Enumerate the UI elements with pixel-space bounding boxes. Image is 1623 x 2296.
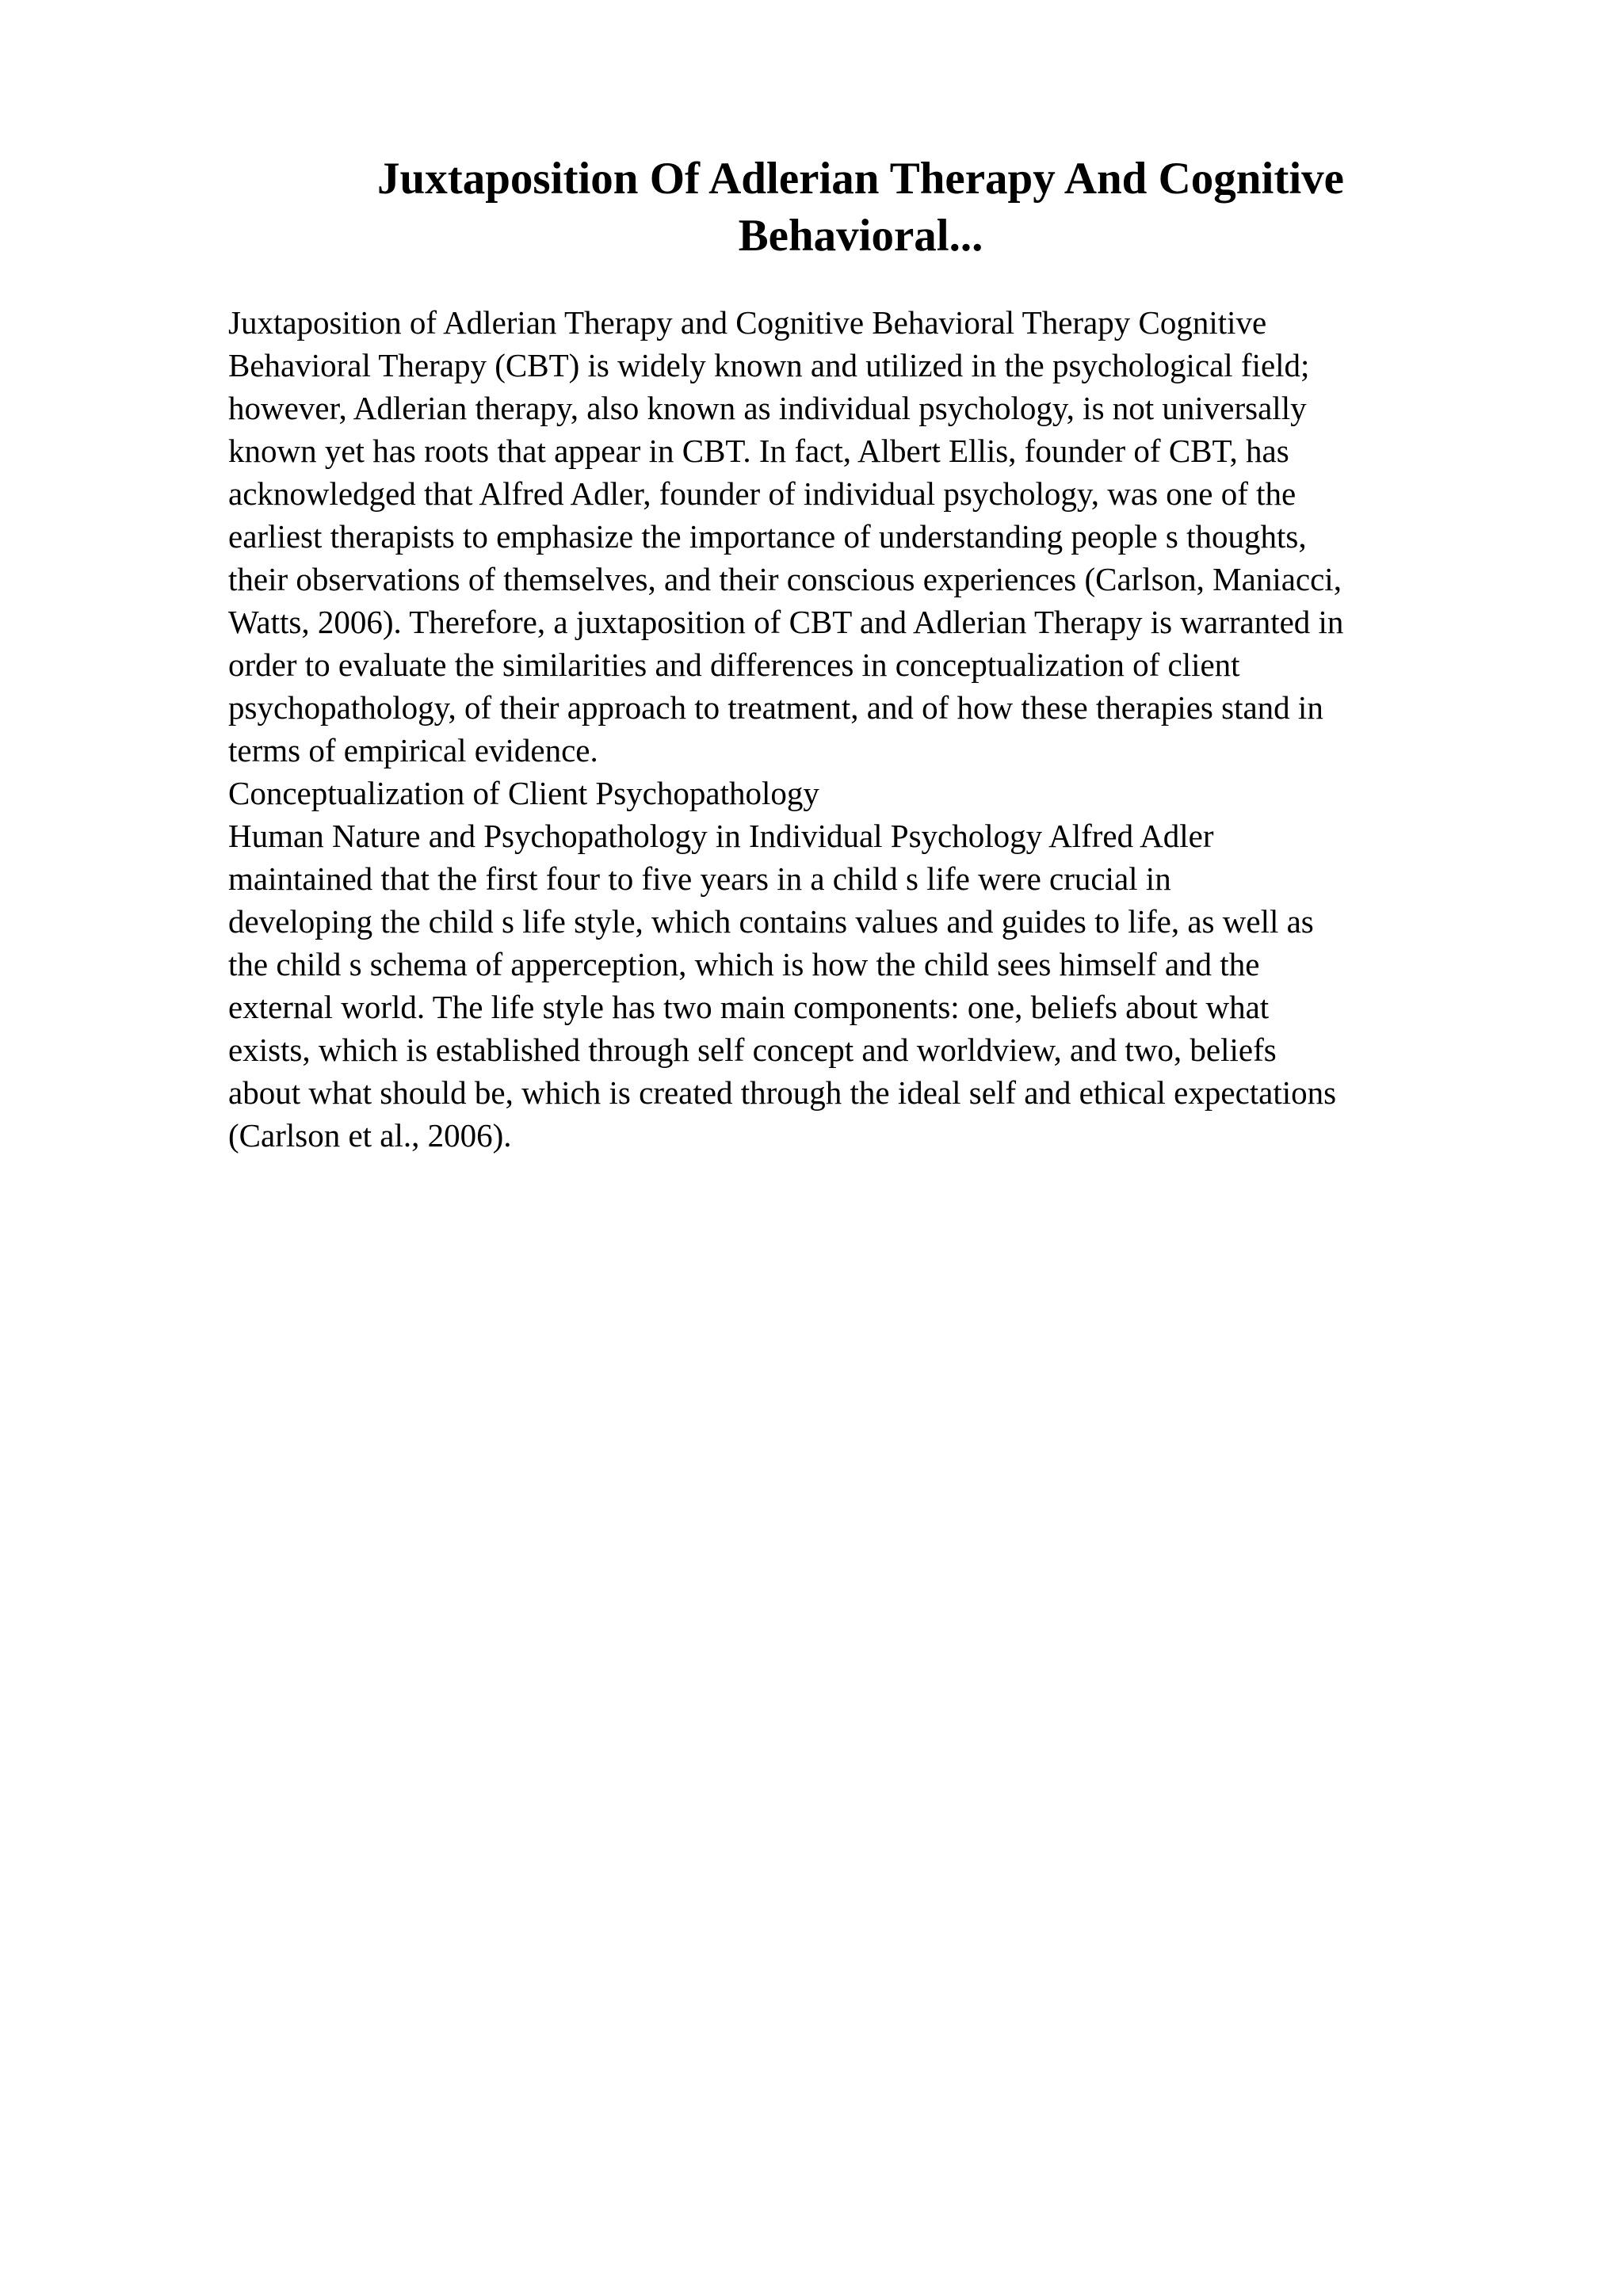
title-line: Juxtaposition Of Adlerian Therapy And Cognitive	[377, 154, 1344, 204]
body-line: Juxtaposition of Adlerian Therapy and Cognitive Behavioral Therapy Cognitive	[228, 304, 1267, 341]
body-line: psychopathology, of their approach to treatment, and of how these therapies stand in	[228, 689, 1323, 726]
body-line: however, Adlerian therapy, also known as individual psychology, is not universally	[228, 390, 1307, 426]
document-body	[228, 301, 1512, 1157]
body-line: maintained that the first four to five years in a child s life were crucial in	[228, 860, 1171, 897]
body-line: external world. The life style has two main components: one, beliefs about what	[228, 989, 1270, 1025]
body-line: the child s schema of apperception, which is how the child sees himself and the	[228, 946, 1260, 982]
body-line: their observations of themselves, and their conscious experiences (Carlson, Maniacci,	[228, 561, 1342, 597]
section-heading: Conceptualization of Client Psychopathology	[228, 775, 819, 811]
body-line: Watts, 2006). Therefore, a juxtaposition of CBT and Adlerian Therapy is warranted in	[228, 604, 1344, 640]
body-line: acknowledged that Alfred Adler, founder of individual psychology, was one of the	[228, 475, 1296, 512]
body-line: (Carlson et al., 2006).	[228, 1117, 512, 1154]
body-line: earliest therapists to emphasize the importance of understanding people s thoughts,	[228, 518, 1307, 555]
body-line: exists, which is established through self concept and worldview, and two, beliefs	[228, 1032, 1277, 1068]
body-line: order to evaluate the similarities and differences in conceptualization of client	[228, 646, 1240, 683]
body-line: about what should be, which is created through the ideal self and ethical expectations	[228, 1074, 1337, 1111]
body-line: developing the child s life style, which contains values and guides to life, as well as	[228, 903, 1314, 940]
body-line: Human Nature and Psychopathology in Individual Psychology Alfred Adler	[228, 818, 1214, 854]
body-line: Behavioral Therapy (CBT) is widely known and utilized in the psychological field;	[228, 347, 1310, 383]
body-line: terms of empirical evidence.	[228, 732, 598, 769]
title-line: Behavioral...	[738, 211, 983, 261]
document-title	[228, 151, 1493, 265]
body-line: known yet has roots that appear in CBT. In fact, Albert Ellis, founder of CBT, has	[228, 433, 1289, 469]
